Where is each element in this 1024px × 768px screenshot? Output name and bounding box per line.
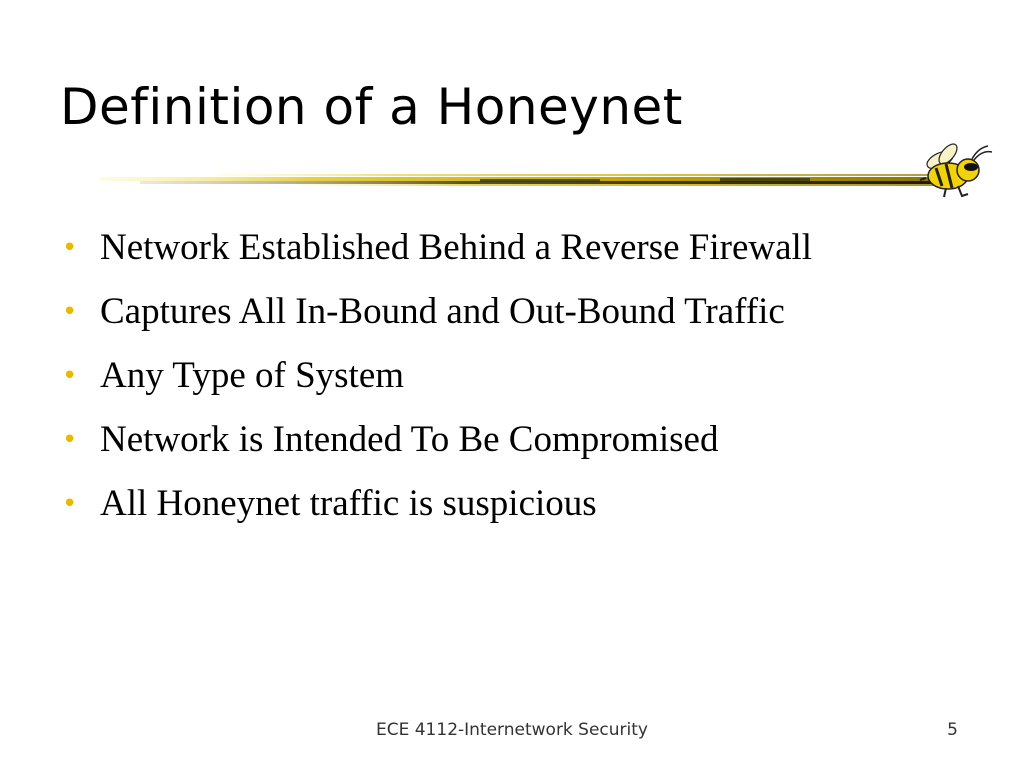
bullet-marker: • [62, 425, 78, 455]
title-underline-rule [100, 168, 950, 192]
bullet-marker: • [62, 233, 78, 263]
list-item [60, 286, 960, 338]
yellow-jacket-bee-icon [918, 140, 994, 200]
page-number: 5 [947, 720, 958, 740]
slide-title: Definition of a Honeynet [60, 78, 683, 136]
bullet-marker: • [62, 297, 78, 327]
list-item-text: Network is Intended To Be Compromised [100, 419, 719, 460]
list-item [60, 478, 960, 530]
list-item [60, 222, 960, 274]
list-item-text: Captures All In-Bound and Out-Bound Traffic [100, 291, 785, 332]
bullet-marker: • [62, 361, 78, 391]
list-item [60, 414, 960, 466]
bullet-list [60, 222, 960, 542]
list-item [60, 350, 960, 402]
list-item-text: Network Established Behind a Reverse Firewall [100, 227, 813, 268]
list-item-text: All Honeynet traffic is suspicious [100, 483, 597, 524]
list-item-text: Any Type of System [100, 355, 405, 396]
bullet-marker: • [62, 489, 78, 519]
slide-footer: ECE 4112-Internetwork Security [375, 720, 648, 740]
